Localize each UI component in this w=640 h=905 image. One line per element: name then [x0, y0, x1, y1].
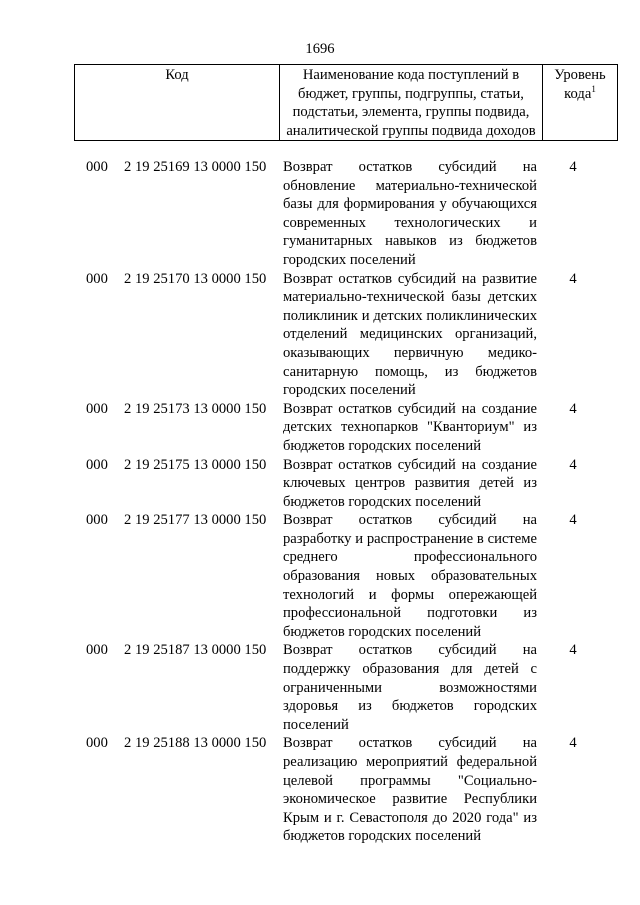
table-row — [0, 270, 640, 400]
footnote-marker: 1 — [591, 83, 596, 94]
income-name: Возврат остатков субсидий на реализацию мероприятий федеральной целевой программы "Социально-экономическое развитие Республики Крым и г. Севастополя до 2020 года" из бюджетов городских поселений — [283, 735, 537, 845]
table-row — [0, 456, 640, 512]
table-row — [0, 511, 640, 641]
column-header-name: Наименование кода поступлений в бюджет, группы, подгруппы, статьи, подстатьи, элемента, группы подвида, аналитической группы подвида доходов — [280, 65, 543, 141]
income-name: Возврат остатков субсидий на создание ключевых центров развития детей из бюджетов городских поселений — [283, 456, 537, 510]
code-level: 4 — [569, 400, 577, 417]
table-row — [0, 158, 640, 270]
income-name: Возврат остатков субсидий на создание детских технопарков "Кванториум" из бюджетов городских поселений — [283, 400, 537, 454]
admin-code: 000 — [86, 456, 108, 473]
income-name: Возврат остатков субсидий на обновление материально-технической базы для формирования у обучающихся современных технологических и гуманитарных навыков из бюджетов городских поселений — [283, 159, 537, 268]
table-header — [74, 64, 618, 141]
column-header-level-label: Уровень кода — [554, 67, 606, 102]
income-code: 2 19 25188 13 0000 150 — [124, 735, 267, 752]
code-level: 4 — [569, 159, 577, 175]
income-code: 2 19 25187 13 0000 150 — [124, 642, 267, 659]
admin-code: 000 — [86, 400, 108, 417]
table-row — [0, 400, 640, 456]
admin-code: 000 — [86, 642, 108, 659]
admin-code: 000 — [86, 735, 108, 752]
code-level: 4 — [569, 270, 577, 287]
admin-code: 000 — [86, 512, 108, 529]
column-header-level — [543, 65, 618, 141]
column-header-code: Код — [75, 65, 280, 141]
income-name: Возврат остатков субсидий на поддержку образования для детей с ограниченными возможностями здоровья из бюджетов городских поселений — [283, 642, 537, 733]
table-row — [0, 641, 640, 734]
code-level: 4 — [569, 512, 577, 529]
table-row — [0, 734, 640, 846]
table-body — [0, 158, 640, 846]
income-code: 2 19 25170 13 0000 150 — [124, 270, 267, 287]
code-level: 4 — [569, 642, 577, 659]
code-level: 4 — [569, 735, 577, 752]
income-code: 2 19 25173 13 0000 150 — [124, 400, 267, 417]
page-number: 1696 — [305, 41, 335, 57]
income-name: Возврат остатков субсидий на развитие материально-технической базы детских поликлиник и детских поликлинических отделений медицинских организаций, оказывающих первичную медико-санитарную помощь, из бюджетов городских поселений — [283, 270, 537, 399]
income-name: Возврат остатков субсидий на разработку и распространение в системе среднего профессионального образования новых образовательных технологий и формы опережающей профессиональной подготовки из бюджетов городских поселений — [283, 512, 537, 640]
admin-code: 000 — [86, 159, 108, 175]
income-code: 2 19 25175 13 0000 150 — [124, 456, 267, 473]
admin-code: 000 — [86, 270, 108, 287]
income-code: 2 19 25169 13 0000 150 — [124, 159, 267, 175]
income-code: 2 19 25177 13 0000 150 — [124, 512, 267, 529]
code-level: 4 — [569, 456, 577, 473]
